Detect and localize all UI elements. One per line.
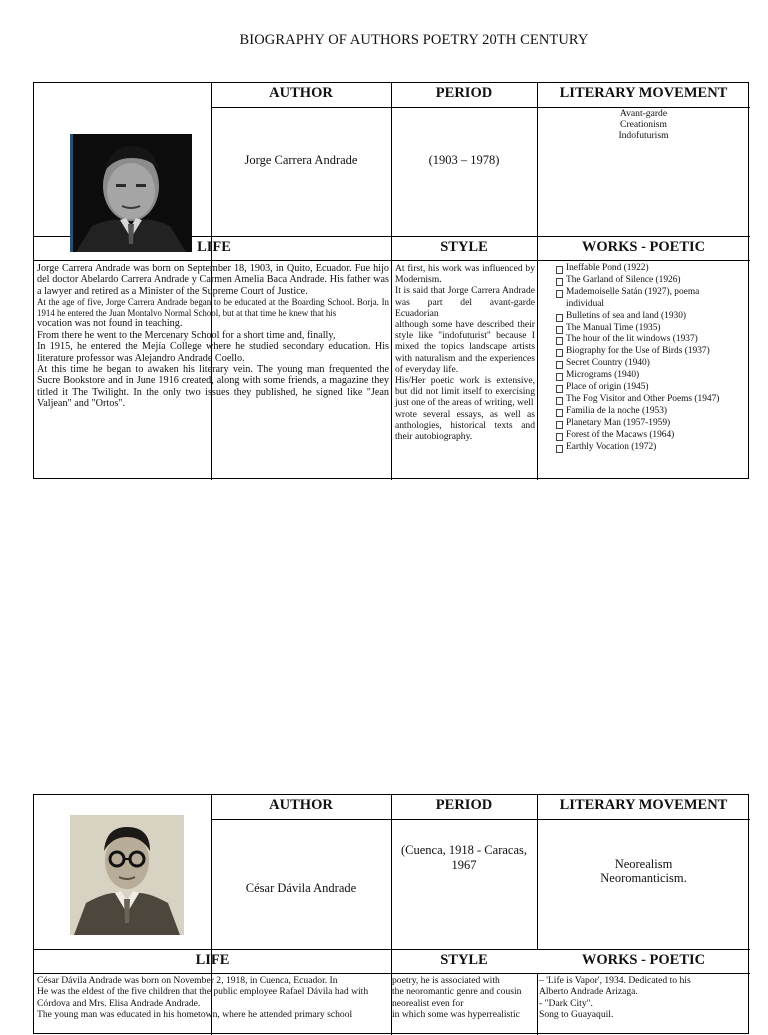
life-paragraph: In 1915, he entered the Mejía College where he studied secondary education. His literature professor was Alejandro Andrade Coello.: [37, 341, 389, 364]
works-item: [556, 263, 738, 275]
works-item: [556, 287, 738, 311]
works-item: [556, 311, 738, 323]
style-paragraph: His/Her poetic work is extensive, but did not limit itself to exercising just one of the areas of writing, well: [395, 375, 535, 409]
header-style: STYLE: [440, 239, 488, 255]
works-item: [556, 323, 738, 335]
style-paragraph: although some have described their style like "indofuturist" because I mixed the topics landscape artists with naturalism and the experiences of everyday life.: [395, 319, 535, 375]
works-line: - "Dark City".: [539, 997, 593, 1009]
header-life: LIFE: [195, 952, 230, 968]
literary-movement-list: [537, 108, 750, 142]
life-line: Córdova and Mrs. Elisa Andrade Andrade.: [37, 997, 201, 1009]
works-item: [556, 430, 738, 442]
works-item-title: Familia de la noche (1953): [566, 405, 668, 416]
works-item-title: The Manual Time (1935): [566, 322, 661, 333]
style-line: the neoromantic genre and cousin: [392, 986, 522, 998]
works-item-title: Ineffable Pond (1922): [566, 263, 649, 273]
movement-item: Neoromanticism.: [600, 871, 687, 885]
works-line: Song to Guayaquil.: [539, 1009, 614, 1021]
life-paragraph: vocation was not found in teaching.: [37, 318, 183, 330]
style-line: neorealist even for: [392, 997, 464, 1009]
style-paragraph: It is said that Jorge Carrera Andrade was part del avant-garde Ecuadorian: [395, 285, 535, 319]
style-line: in which some was hyperrealistic: [392, 1009, 520, 1021]
works-item: [556, 418, 738, 430]
header-literary-movement: LITERARY MOVEMENT: [559, 85, 728, 101]
checkbox-bullet-icon: [556, 397, 563, 405]
checkbox-bullet-icon: [556, 314, 563, 322]
header-period: PERIOD: [435, 797, 493, 813]
movement-item: Indofuturism: [618, 130, 669, 142]
works-item-title: The Garland of Silence (1926): [566, 274, 681, 285]
page-title: BIOGRAPHY OF AUTHORS POETRY 20TH CENTURY: [239, 32, 589, 48]
works-item: [556, 406, 738, 418]
checkbox-bullet-icon: [556, 433, 563, 441]
literary-movement-list: [537, 857, 750, 885]
checkbox-bullet-icon: [556, 278, 563, 286]
works-item: [556, 370, 738, 382]
works-item-title: Planetary Man (1957-1959): [566, 417, 671, 428]
author-name: Jorge Carrera Andrade: [244, 153, 358, 167]
style-text: [392, 975, 540, 1021]
checkbox-bullet-icon: [556, 409, 563, 417]
author-portrait-photo: [70, 815, 184, 935]
checkbox-bullet-icon: [556, 421, 563, 429]
checkbox-bullet-icon: [556, 385, 563, 393]
checkbox-bullet-icon: [556, 349, 563, 357]
author-table-1: [33, 82, 749, 479]
works-item-title: Bulletins of sea and land (1930): [566, 310, 687, 321]
checkbox-bullet-icon: [556, 337, 563, 345]
style-line: poetry, he is associated with: [392, 975, 500, 986]
header-period: PERIOD: [435, 85, 493, 101]
header-life: LIFE: [197, 239, 231, 255]
life-paragraph: At this time he began to awaken his literary vein. The young man frequented the Sucre Bookstore and in June 1916 created, along with some friends, a magazine they titled it The Twilight. In the only two issues they published, he signed like "Jean Valjean" and "Ortos".: [37, 364, 389, 410]
works-item-title: The hour of the lit windows (1937): [566, 334, 698, 345]
works-item-title: Secret Country (1940): [566, 358, 650, 369]
style-paragraph: wrote several essays, as well as anthologies, historical texts and their autobiography.: [395, 408, 535, 443]
movement-item: Creationism: [620, 119, 667, 131]
author-portrait-photo: [70, 134, 192, 252]
checkbox-bullet-icon: [556, 445, 563, 453]
life-text: [37, 263, 389, 410]
life-paragraph: Jorge Carrera Andrade was born on September 18, 1903, in Quito, Ecuador. Fue hijo del doctor Abelardo Carrera Andrade y Carmen Amelia Baca Andrade. His father was a lawyer and retired as a Minister of the Supreme Court of Justice.: [37, 263, 389, 297]
works-item-title: Mademoiselle Satán (1927), poema individual: [566, 286, 700, 309]
works-item-title: The Fog Visitor and Other Poems (1947): [566, 393, 720, 404]
checkbox-bullet-icon: [556, 361, 563, 369]
checkbox-bullet-icon: [556, 373, 563, 381]
author-period: (Cuenca, 1918 - Caracas, 1967: [401, 843, 527, 872]
style-paragraph: At first, his work was influenced by Modernism.: [395, 263, 535, 286]
works-item: [556, 275, 738, 287]
header-author: AUTHOR: [269, 797, 333, 813]
works-list: [539, 975, 747, 1021]
header-works-poetic: WORKS - POETIC: [581, 952, 706, 968]
life-paragraph: At the age of five, Jorge Carrera Andrade began to be educated at the Boarding School. Borja. In 1914 he entered the Juan Montalvo Normal School, but at that time he knew that his: [37, 297, 389, 318]
life-line: César Dávila Andrade was born on November 2, 1918, in Cuenca, Ecuador. In: [37, 975, 338, 986]
works-item: [556, 382, 738, 394]
works-line: Alberto Andrade Arizaga.: [539, 986, 638, 998]
works-item: [556, 334, 738, 346]
movement-item: Avant-garde: [619, 108, 668, 119]
checkbox-bullet-icon: [556, 326, 563, 334]
works-item-title: Micrograms (1940): [566, 370, 640, 381]
works-line: – 'Life is Vapor', 1934. Dedicated to his: [539, 975, 691, 986]
movement-item: Neorealism: [614, 857, 673, 871]
works-list: [556, 263, 738, 454]
author-name: César Dávila Andrade: [245, 881, 357, 895]
header-style: STYLE: [440, 952, 488, 968]
life-paragraph: From there he went to the Mercenary School for a short time and, finally,: [37, 329, 336, 341]
header-works-poetic: WORKS - POETIC: [581, 239, 706, 255]
checkbox-bullet-icon: [556, 290, 563, 298]
header-literary-movement: LITERARY MOVEMENT: [559, 797, 728, 813]
works-item: [556, 346, 738, 358]
header-author: AUTHOR: [269, 85, 333, 101]
author-period: (1903 – 1978): [428, 153, 500, 167]
works-item: [556, 358, 738, 370]
checkbox-bullet-icon: [556, 266, 563, 274]
works-item-title: Biography for the Use of Birds (1937): [566, 346, 710, 357]
works-item: [556, 394, 738, 406]
style-text: [395, 263, 535, 442]
works-item-title: Earthly Vocation (1972): [566, 441, 657, 452]
author-table-2: [33, 794, 749, 1034]
life-line: He was the eldest of the five children that the public employee Rafael Dávila had with: [37, 986, 369, 998]
works-item: [556, 442, 738, 454]
works-item-title: Forest of the Macaws (1964): [566, 429, 675, 440]
life-line: The young man was educated in his hometown, where he attended primary school: [37, 1009, 353, 1021]
works-item-title: Place of origin (1945): [566, 382, 649, 393]
life-text: [37, 975, 391, 1021]
